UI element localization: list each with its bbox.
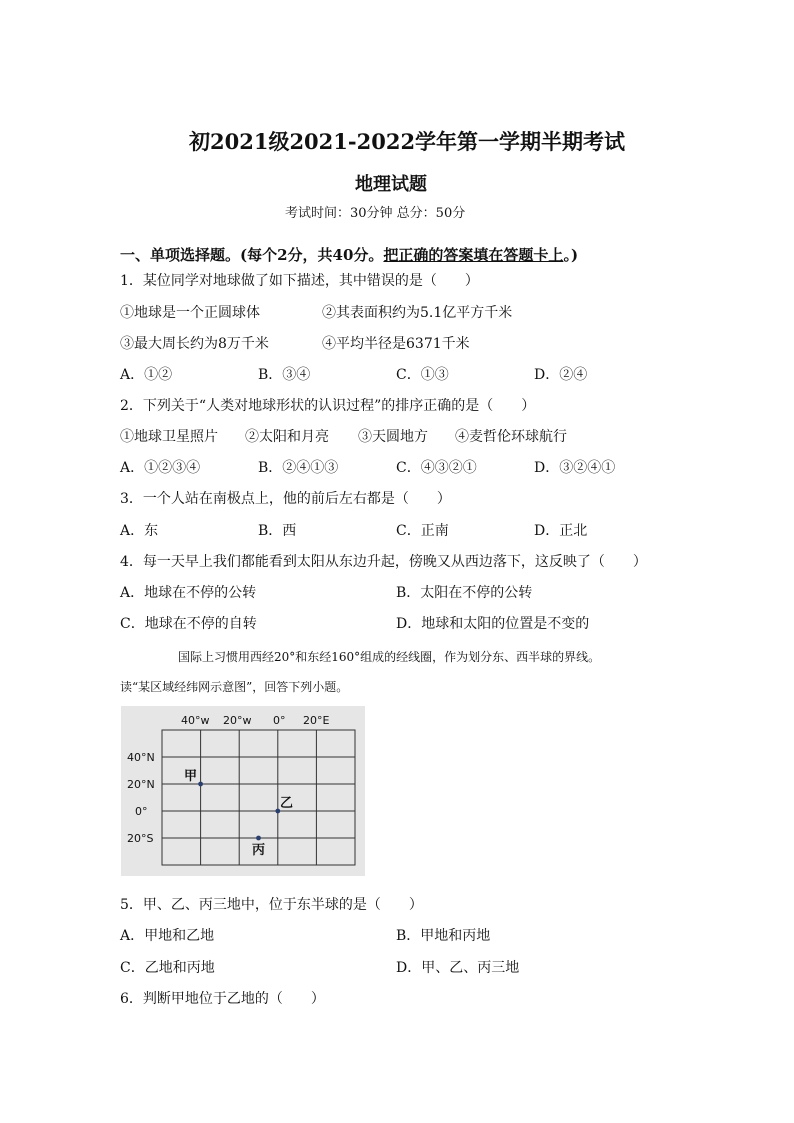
q1-statement-1: ①地球是一个正圆球体	[120, 305, 260, 321]
section-heading-prefix: 一、单项选择题。(每个2分，共40分。	[120, 246, 384, 264]
q1-option-d: D．②④	[534, 367, 588, 383]
q4-option-b: B．太阳在不停的公转	[396, 585, 533, 601]
q4-option-c: C．地球在不停的自转	[120, 616, 257, 632]
exam-title: 初2021级2021-2022学年第一学期半期考试	[189, 129, 626, 154]
q3-option-a: A．东	[120, 523, 159, 539]
q1-statement-2: ②其表面积约为5.1亿平方千米	[322, 305, 513, 321]
q2-option-a: A．①②③④	[120, 460, 201, 476]
q5-stem: 5．甲、乙、丙三地中，位于东半球的是（ ）	[120, 897, 423, 913]
q2-option-b: B．②④①③	[258, 460, 339, 476]
lat-label: 20°S	[127, 832, 154, 845]
lat-label: 0°	[135, 805, 148, 818]
lon-label: 20°E	[303, 714, 330, 727]
lon-label: 0°	[273, 714, 286, 727]
point-yi-label: 乙	[280, 796, 294, 811]
q5-option-c: C．乙地和丙地	[120, 960, 215, 976]
q2-statement-2: ②太阳和月亮	[245, 429, 329, 445]
q1-statement-3: ③最大周长约为8万千米	[120, 336, 269, 352]
q4-stem: 4．每一天早上我们都能看到太阳从东边升起，傍晚又从西边落下，这反映了（ ）	[120, 554, 647, 570]
q2-stem: 2．下列关于“人类对地球形状的认识过程”的排序正确的是（ ）	[120, 398, 536, 414]
section-heading	[120, 244, 578, 265]
q4-option-a: A．地球在不停的公转	[120, 585, 257, 601]
q3-option-b: B．西	[258, 523, 297, 539]
point-jia-marker	[198, 782, 203, 787]
q4-option-d: D．地球和太阳的位置是不变的	[396, 616, 590, 632]
lon-label: 40°w	[181, 714, 210, 727]
q3-option-c: C．正南	[396, 523, 449, 539]
q5-option-d: D．甲、乙、丙三地	[396, 960, 520, 976]
point-bing-marker	[256, 836, 261, 841]
q1-stem: 1．某位同学对地球做了如下描述，其中错误的是（ ）	[120, 273, 479, 289]
exam-info: 考试时间：30分钟 总分：50分	[285, 206, 466, 221]
point-jia-label: 甲	[184, 769, 198, 784]
q3-option-d: D．正北	[534, 523, 588, 539]
q2-statement-1: ①地球卫星照片	[120, 429, 218, 445]
q1-option-c: C．①③	[396, 367, 449, 383]
point-bing-label: 丙	[252, 843, 266, 858]
latitude-longitude-grid-map	[121, 706, 365, 876]
q2-option-c: C．④③②①	[396, 460, 477, 476]
q5-option-b: B．甲地和丙地	[396, 928, 491, 944]
intro-line-1: 国际上习惯用西经20°和东经160°组成的经线圈，作为划分东、西半球的界线。	[178, 650, 601, 664]
q1-option-a: A．①②	[120, 367, 173, 383]
q5-option-a: A．甲地和乙地	[120, 928, 215, 944]
q3-stem: 3．一个人站在南极点上，他的前后左右都是（ ）	[120, 491, 451, 507]
q1-statement-4: ④平均半径是6371千米	[322, 336, 470, 352]
q2-option-d: D．③②④①	[534, 460, 616, 476]
q2-statement-4: ④麦哲伦环球航行	[455, 429, 567, 445]
q2-statement-3: ③天圆地方	[358, 429, 428, 445]
subject-title: 地理试题	[355, 174, 427, 195]
lat-label: 20°N	[127, 778, 155, 791]
q6-stem: 6．判断甲地位于乙地的（ ）	[120, 991, 325, 1007]
intro-line-2: 读“某区域经纬网示意图”，回答下列小题。	[120, 680, 349, 694]
q1-option-b: B．③④	[258, 367, 311, 383]
section-heading-underlined: 把正确的答案填在答题卡上	[383, 246, 564, 264]
lon-label: 20°w	[223, 714, 252, 727]
lat-label: 40°N	[127, 751, 155, 764]
section-heading-suffix: 。)	[563, 246, 579, 264]
